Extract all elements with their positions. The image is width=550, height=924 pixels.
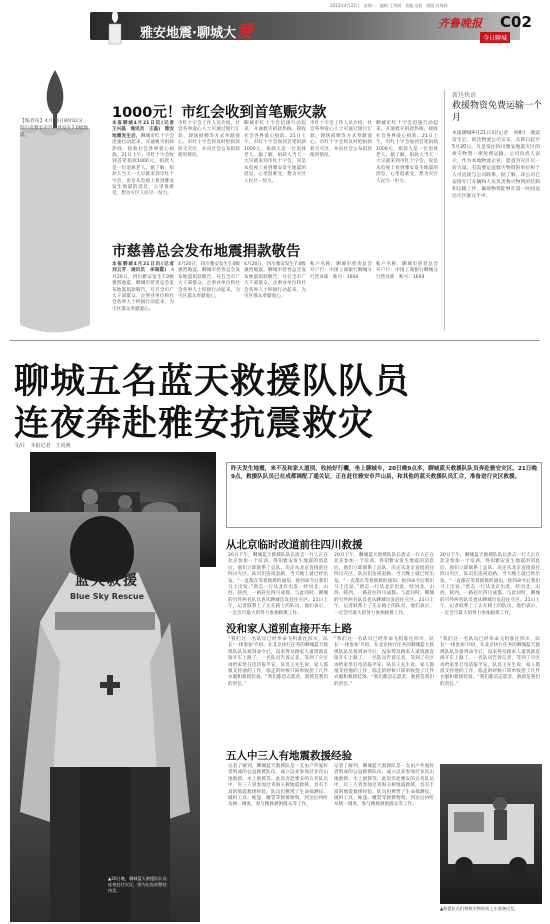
main-headline-line2: 连夜奔赴雅安抗震救灾 [14,404,375,444]
sidebar-kicker: 新达快语 [452,92,477,99]
divider-rule [10,340,540,341]
red-cross-byline: 本报聊城4月21日讯(记者 王兴磊 通讯员 王磊) 雅安地震发生后， [112,121,179,139]
sidebar-title: 救援物资免费运输一个月 [452,101,543,123]
section2-col3: “我们这一名队员已经奉命飞机准往四川，队长‘一排参加’介绍，在北京执行任务的聊城蓝天救援队队员接到命令后，没来得及跟家人道别就直接开车上路了。一名队员告诉记者，等到了灾区再给家里打电话报平安。队员王先生说，家人都很支持他的工作，临走的时候只简单收拾了几件衣服和救援装备。“我们都是志愿者，救援是我们的责任。” [440,637,540,687]
red-cross-col2: 市红十字会工作人员介绍，社会各界爱心人士可通过银行汇款、现场捐赠等方式奉献爱心。市红十字会将及时把捐款转交灾区，并向社会公布捐款使用情况。 [178,121,240,159]
sidebar-body: 本报聊城4月21日讯(记者 刘彬) 地震发生后，新达物流公司宣布，从即日起至5月20日，凡是发往四川雅安地震灾区的救灾物资一律免费运输。公司负责人表示，作为本地物流企业，愿意为灾区尽一份力量。有需要运送救灾物资的单位和个人可直接与公司联系。据了解，该公司已安排专门车辆和人员负责救灾物资的装卸和运输工作，确保物资能够在第一时间送达灾区群众手中。 [452,131,540,199]
sidebar-rule [444,90,445,330]
page-number: C02 [500,13,532,31]
section1-col3: 20日下午，聊城蓝天救援队队长唐志一行人正在北京参加一个培训，得知雅安发生地震的消息后，他们立即联系了总队，决定从北京直接前往四川灾区。队员们连夜赶路，当天晚上就已经出发。“一直都在等着救援的通知，接到命令后我们马上出发。”唐志一行从北京出发，经河北、山西、陕西，一路赶往四川成都。与此同时，聊城的另外两名队员也从聊城出发赶往灾区。21日上午，记者联系上了正在路上的队员，他们表示，一定会尽最大的努力参加救援工作。 [440,553,540,616]
vest-line2: Blue Sky Rescue [69,592,145,601]
section-title-ai: 爱 [235,22,253,42]
charity-col1 [112,262,179,330]
photo-loading-truck [440,764,542,904]
red-cross-col4: 市红十字会工作人员介绍，社会各界爱心人士可通过银行汇款、现场捐赠等方式奉献爱心。市红十字会将及时把捐款转交灾区，并向社会公布捐款使用情况。 [310,121,372,159]
lead-text: 昨天发生地震，来不及和家人道别，收拾好行囊，坐上聊城车，20日晚9点多，聊城蓝天救援队队员奔赴雅安灾区。21日晚9点，救援队队员已在成都调配了通关证，正在赶往雅安市芦山县，和其他的蓝天救援队员汇合，准备进行灾区救援。 [231,466,537,480]
section2-title: 没和家人道别直接开车上路 [226,623,352,635]
red-cross-col3: 聊城市红十字会迅速行动起来，开通救灾捐款热线，接收社会各界爱心捐款。21日上午，市红十字会收到首笔捐款1000元，捐款人是一位退休老人。据了解，捐款人当天一大早就来到市红十字会，说是从电视上看到雅安发生地震的消息，心里很难受，想为灾区人民尽一份力。 [244,121,306,184]
charity-byline: 本报聊城4月21日讯(记者 刘云芳 通讯员 李瑞霞) [112,262,179,274]
vest-line1: 蓝天救援 [75,573,139,589]
red-cross-body: 聊城市红十字会迅速行动起来，开通救灾捐款热线，接收社会各界爱心捐款。21日上午，市红十字会收到首笔捐款1000元，捐款人是一位退休老人。据了解，捐款人当天一大早就来到市红十字会，说是从电视上看到雅安发生地震的消息，心里很难受，想为灾区人民尽一份力。 [112,133,174,197]
charity-col4: 账户名称：聊城市慈善总会 开户行：中国工商银行聊城分行营业部 账号：1604 [310,262,377,280]
vest-text [42,570,172,601]
section1-col2: 20日下午，聊城蓝天救援队队长唐志一行人正在北京参加一个培训，得知雅安发生地震的消息后，他们立即联系了总队，决定从北京直接前往四川灾区。队员们连夜赶路，当天晚上就已经出发。“一直都在等着救援的通知，接到命令后我们马上出发。”唐志一行从北京出发，经河北、山西、陕西，一路赶往四川成都。与此同时，聊城的另外两名队员也从聊城出发赶往灾区。21日上午，记者联系上了正在路上的队员，他们表示，一定会尽最大的努力参加救援工作。 [334,553,434,616]
section-title-text: 雅安地震·聊城大 [140,26,236,41]
paper-logo: 齐鲁晚报 [438,17,482,30]
main-headline-line1: 聊城五名蓝天救援队队员 [14,362,411,402]
section2-col1: “我们这一名队员已经奉命飞机准往四川，队长‘一排参加’介绍，在北京执行任务的聊城蓝天救援队队员接到命令后，没来得及跟家人道别就直接开车上路了。一名队员告诉记者，等到了灾区再给家里打电话报平安。队员王先生说，家人都很支持他的工作，临走的时候只简单收拾了几件衣服和救援装备。“我们都是志愿者，救援是我们的责任。” [228,637,328,687]
charity-col2: 4月20日，四川雅安发生7.0级强烈地震。聊城市慈善总会发布地震捐款敬告，号召全市广大干部群众、企事业单位和社会各界人士积极行动起来，为灾区群众奉献爱心。 [178,262,241,300]
caption-left: ▲20日晚，聊城蓝天救援队队员连夜赶往灾区，图为出发前整装待发。 [108,876,167,893]
red-cross-col5: 聊城市红十字会迅速行动起来，开通救灾捐款热线，接收社会各界爱心捐款。21日上午，市红十字会收到首笔捐款1000元，捐款人是一位退休老人。据了解，捐款人当天一大早就来到市红十字会，说是从电视上看到雅安发生地震的消息，心里很难受，想为灾区人民尽一份力。 [376,121,438,184]
caption-right: ▲救援队员们将救灾物资装上车准备出发。 [440,906,519,911]
section-title [140,17,253,42]
section3-col2: 记者了解到，聊城蓝天救援队是一支由户外爱好者组成的公益救援队伍，成立以来参加过多次山地救援、水上救援等。此次奔赴雅安的五名队员中，有三人曾参加过青海玉树地震救援，具有丰富的地震救援经验。队员们携带了生命探测仪、破拆工具、帐篷、睡袋等救援物资，到达后将听从统一调度，参与搜救被困群众等工作。 [334,764,434,808]
section3-title: 五人中三人有地震救援经验 [226,750,352,762]
main-headline-byline: 文/片 本报记者 王尚燕 [14,443,71,449]
charity-col5: 账户名称：聊城市慈善总会 开户行：中国工商银行聊城分行营业部 账号：1604 [376,262,443,280]
article-title-charity: 市慈善总会发布地震捐款敬告 [112,244,301,260]
lead-box [226,462,542,528]
date-line: 2013年4月22日 星期一 编辑 王秀娟 美编 边莉 组版 肖保伟 [330,3,448,8]
section2-col2: “我们这一名队员已经奉命飞机准往四川，队长‘一排参加’介绍，在北京执行任务的聊城蓝天救援队队员接到命令后，没来得及跟家人道别就直接开车上路了。一名队员告诉记者，等到了灾区再给家里打电话报平安。队员王先生说，家人都很支持他的工作，临走的时候只简单收拾了几件衣服和救援装备。“我们都是志愿者，救援是我们的责任。” [334,637,434,687]
section3-col1: 记者了解到，聊城蓝天救援队是一支由户外爱好者组成的公益救援队伍，成立以来参加过多次山地救援、水上救援等。此次奔赴雅安的五名队员中，有三人曾参加过青海玉树地震救援，具有丰富的地震救援经验。队员们携带了生命探测仪、破拆工具、帐篷、睡袋等救援物资，到达后将听从统一调度，参与搜救被困群众等工作。 [228,764,328,808]
red-cross-col1 [112,121,179,229]
charity-body: 4月20日，四川雅安发生7.0级强烈地震。聊城市慈善总会发布地震捐款敬告，号召全市广大干部群众、企事业单位和社会各界人士积极行动起来，为灾区群众奉献爱心。 [112,268,174,312]
editor-note: 【编者按】4月20日8时02分，四川省雅安市芦山县发生7.0级地震。 [20,119,88,138]
section1-col1: 20日下午，聊城蓝天救援队队长唐志一行人正在北京参加一个培训，得知雅安发生地震的消息后，他们立即联系了总队，决定从北京直接前往四川灾区。队员们连夜赶路，当天晚上就已经出发。“一直都在等着救援的通知，接到命令后我们马上出发。”唐志一行从北京出发，经河北、山西、陕西，一路赶往四川成都。与此同时，聊城的另外两名队员也从聊城出发赶往灾区。21日上午，记者联系上了正在路上的队员，他们表示，一定会尽最大的努力参加救援工作。 [228,553,328,616]
candle-icon [100,6,130,46]
section1-title: 从北京临时改道前往四川救援 [226,539,363,551]
article-title-red-cross: 1000元！市红会收到首笔赈灾款 [112,105,327,121]
column-tag: 今日聊城 [480,32,510,43]
charity-col3: 4月20日，四川雅安发生7.0级强烈地震。聊城市慈善总会发布地震捐款敬告，号召全市广大干部群众、企事业单位和社会各界人士积极行动起来，为灾区群众奉献爱心。 [244,262,307,300]
